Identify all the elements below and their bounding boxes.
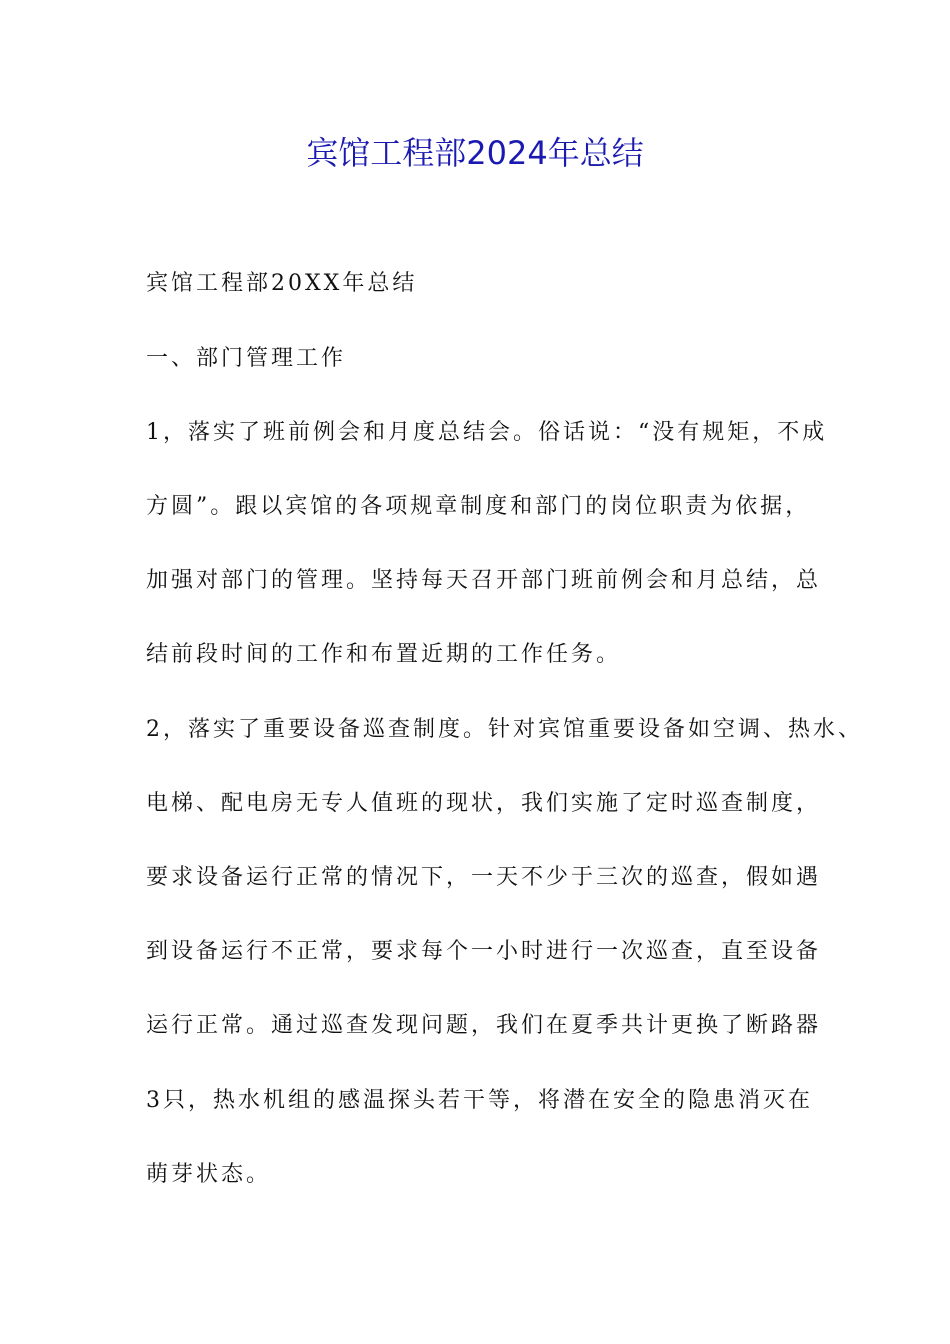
paragraph-line: 运行正常。通过巡查发现问题，我们在夏季共计更换了断路器 [146, 1013, 822, 1038]
paragraph-line: 要求设备运行正常的情况下，一天不少于三次的巡查，假如遇 [146, 865, 822, 890]
paragraph-line: 方圆”。跟以宾馆的各项规章制度和部门的岗位职责为依据， [146, 494, 811, 519]
section-heading: 一、部门管理工作 [146, 346, 347, 371]
subtitle-line: 宾馆工程部20XX年总结 [146, 271, 418, 296]
paragraph-line: 加强对部门的管理。坚持每天召开部门班前例会和月总结，总 [146, 568, 822, 593]
paragraph-line: 电梯、配电房无专人值班的现状，我们实施了定时巡查制度， [146, 791, 822, 816]
paragraph-line: 1，落实了班前例会和月度总结会。俗话说：“没有规矩，不成 [146, 420, 828, 445]
paragraph-line: 到设备运行不正常，要求每个一小时进行一次巡查，直至设备 [146, 939, 822, 964]
document-title: 宾馆工程部2024年总结 [306, 134, 644, 172]
paragraph-line: 萌芽状态。 [146, 1162, 272, 1187]
paragraph-line: 3只，热水机组的感温探头若干等，将潜在安全的隐患消灭在 [146, 1088, 813, 1113]
paragraph-line: 结前段时间的工作和布置近期的工作任务。 [146, 642, 622, 667]
paragraph-line: 2，落实了重要设备巡查制度。针对宾馆重要设备如空调、热水、 [146, 717, 863, 742]
